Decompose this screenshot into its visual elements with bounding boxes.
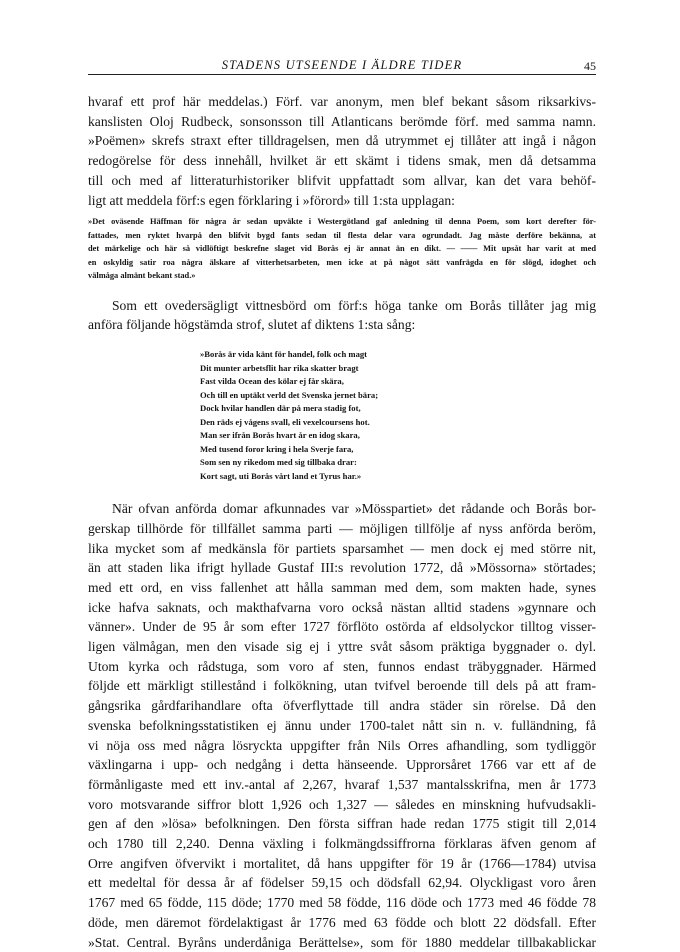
verse-line: Som sen ny rikedom med sig tillbaka drar: [200, 457, 357, 468]
text-line: Orre angifven öfvervikt i mortalitet, då hans uppgifter för 19 år (1766—1784) utvisa [88, 855, 596, 871]
text-line: hvaraf ett prof här meddelas.) Förf. var anonym, men blef bekant såsom riksarkivs- [88, 94, 596, 109]
poem-stanza [200, 348, 596, 483]
text-line: kanslisten Oloj Rudbeck, sonsonsson till Atlanticans berömde förf. med samma namn. [88, 113, 596, 129]
text-line: förmånligaste med ett inv.-antal af 2,267, hvaraf 1,537 mantalsskrifna, men år 1773 [88, 776, 596, 792]
text-line: »Poëmen» skrefs straxt efter tilldragelsen, men då utrymmet ej tillåter att ingå i någon [88, 133, 596, 149]
verse-line: Den räds ej vågens svall, eli vexelcoursens hot. [200, 416, 370, 427]
text-line: gen af den »lösa» befolkningen. Den första siffran hade redan 1775 stigit till 2,014 [88, 816, 596, 832]
text-line: »Stat. Central. Byråns underdåniga Berättelse», som för 1880 meddelar tillbakablickar [88, 934, 596, 950]
text-line: vi nöja oss med några lösryckta uppgifter från Nils Orres afhandling, som tydliggör [88, 737, 596, 753]
text-line: till och med af litteraturhistoriker blifvit uppfattadt som allvar, kan det vara behöf- [88, 172, 596, 188]
text-line: ett medeltal för dessa år af födelser 59,15 och dödsfall 62,94. Olyckligast voro åren [88, 875, 596, 891]
header-rule [88, 74, 596, 75]
body-text [88, 92, 596, 952]
text-line: gångsrika gårdfarihandlare ofta öfverflyttade till andra städer sin rörelse. Då den [88, 698, 596, 714]
paragraph-1 [88, 92, 596, 210]
text-line: ligt att meddela förf:s egen förklaring i »förord» till 1:sta upplagan: [88, 192, 455, 208]
verse-line: Och till en uptäkt verld det Svenska jernet bära; [200, 389, 379, 400]
text-line: växlingarna i upp- och nedgång i detta hänseende. Upprorsåret 1766 var ett af de [88, 757, 596, 773]
text-line: När ofvan anförda domar afkunnades var »Mösspartiet» det rådande och Borås bor- [112, 501, 596, 517]
page-header [88, 58, 596, 78]
text-line: vänner». Under de 95 år som efter 1727 förflöto ostörda af eldsolyckor tilltog visser- [88, 619, 596, 635]
verse-line: Med tusend foror kring i hela Sverje fara, [200, 443, 354, 454]
preface-line: fattades, men ryktet hvarpå den blifvit bygd fants sedan til flesta delar vara ogrundadt. Jag måste derföre bekänna, at [88, 230, 596, 240]
spacer [88, 283, 596, 296]
text-line: redogörelse för dess innehåll, hvilket är ett skämt i tidens smak, men då detsamma [88, 153, 596, 169]
preface-line: välmåga almänt bekant stad.» [88, 271, 196, 281]
preface-line: »Det oväsende Häffman för några år sedan upväkte i Westergötland gaf anledning til denna Poem, som kort derefter för- [88, 217, 596, 227]
text-line: ligen välmågan, men den visade sig ej i yttre svåt såsom präktiga byggnader o. dyl. [88, 639, 596, 655]
paragraph-2 [88, 296, 596, 335]
text-line: följde ett märkligt stillestånd i folkökning, utan tvifvel beroende till dels på att fram- [88, 678, 596, 694]
verse-line: »Borås är vida känt för handel, folk och magt [200, 349, 368, 360]
text-line: Utom kyrka och rådstuga, som voro af sten, funnos endast träbyggnader. Härmed [88, 658, 596, 674]
preface-line: en oskyldig satir roa några älskare af vitterhetsarbeten, men icke at på något sätt vanfrägda en för slögd, idoghet och [88, 257, 596, 267]
text-line: svenska befolkningsstatistiken ej ännu under 1700-talet nått sin n. v. fulländning, få [88, 717, 596, 733]
preface-line: det märkelige och här så vidlöftigt beskrefne slaget vid Borås ej är annat än en dikt. — —— Mit upsåt har varit at med [88, 244, 596, 254]
verse-line: Kort sagt, uti Borås vårt land et Tyrus har.» [200, 470, 362, 481]
verse-line: Dit munter arbetsflit har rika skatter bragt [200, 362, 359, 373]
verse-line: Fast vilda Ocean des kölar ej får skära, [200, 376, 344, 387]
running-title: STADENS UTSEENDE I ÄLDRE TIDER [221, 58, 463, 72]
text-line: gerskap tillhörde för tillfället samma parti — möjligen tillfölje af nyss anförda beröm, [88, 520, 596, 536]
paragraph-3 [88, 499, 596, 952]
page-number: 45 [584, 59, 596, 73]
text-line: lika mycket som af medkänsla för partiets sparsamhet — men dock ej med större nit, [88, 540, 596, 556]
text-line: Som ett ovedersägligt vittnesbörd om förf:s höga tanke om Borås tillåter jag mig [112, 297, 596, 313]
text-line: än att staden lika ifrigt hyllade Gustaf III:s revolution 1772, då »Mössorna» störtades; [88, 560, 596, 576]
text-line: med ett ord, en viss fallenhet att hålla samman med dem, som makten hade, synes [88, 579, 596, 595]
text-line: voro motsvarande siffror blott 1,926 och 1,327 — således en minskning hufvudsakli- [88, 796, 596, 812]
text-line: döde, men däremot fördelaktigast år 1776 med 63 födde och blott 22 dödsfall. Efter [88, 914, 596, 930]
text-line: icke hafva saknats, och makthafvarna voro också nästan alltid stadens »gynnare och [88, 599, 596, 615]
quoted-preface [88, 215, 596, 283]
text-line: och 1780 till 2,240. Denna växling i folkmängdssiffrorna förklaras äfven genom af [88, 836, 596, 852]
text-line: anföra följande högstämda strof, slutet af diktens 1:sta sång: [88, 317, 416, 333]
verse-line: Dock hvilar handlen där på mera stadig fot, [200, 403, 361, 414]
text-line: 1767 med 65 födde, 115 döde; 1770 med 58 födde, 116 döde och 1773 med 46 födde 78 [88, 895, 596, 911]
verse-line: Man ser ifrån Borås hvart år en idog skara, [200, 430, 360, 441]
